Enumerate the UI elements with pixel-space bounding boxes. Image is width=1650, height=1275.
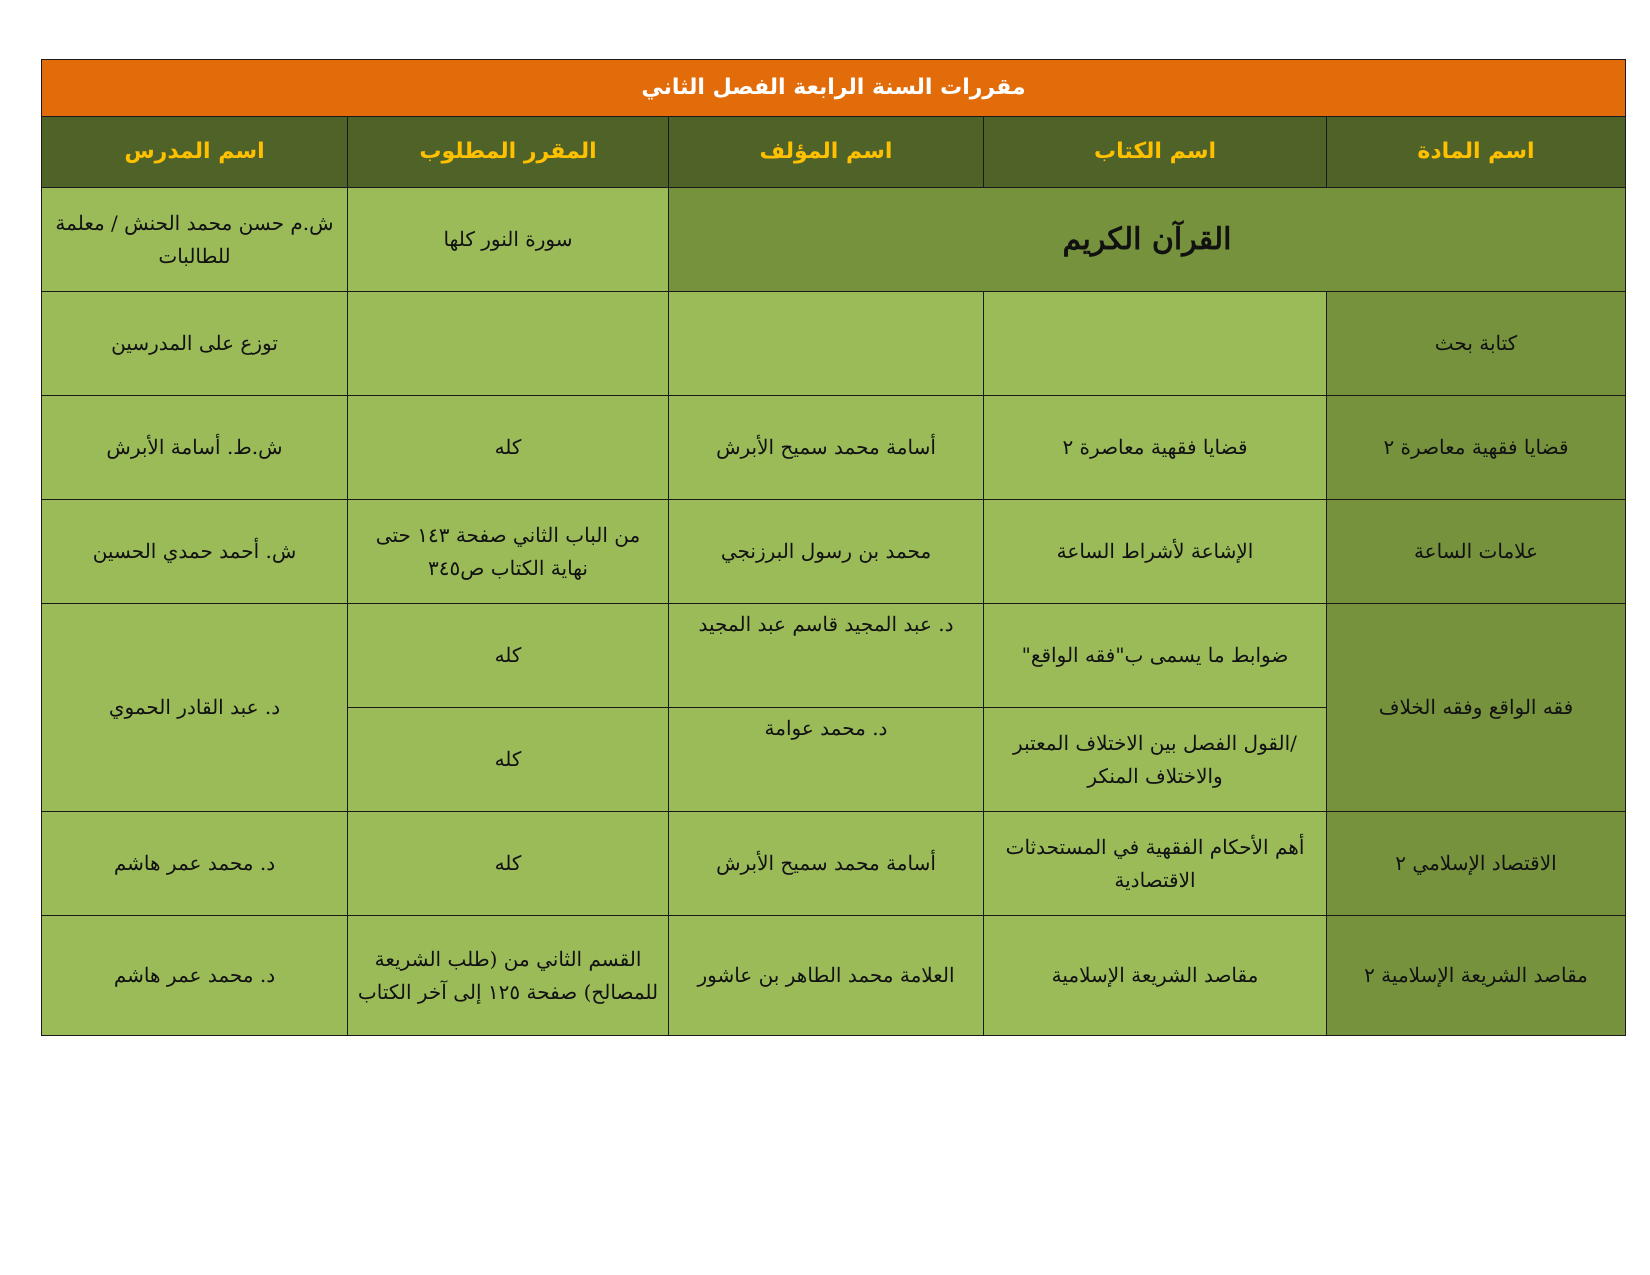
book-cell: ضوابط ما يسمى ب"فقه الواقع" bbox=[984, 604, 1327, 708]
header-teacher: اسم المدرس bbox=[42, 117, 348, 188]
courses-table bbox=[41, 59, 1626, 1036]
author-cell: محمد بن رسول البرزنجي bbox=[669, 500, 984, 604]
title-row bbox=[42, 60, 1626, 117]
book-cell: الإشاعة لأشراط الساعة bbox=[984, 500, 1327, 604]
teacher-cell: د. محمد عمر هاشم bbox=[42, 812, 348, 916]
table-row bbox=[42, 812, 1626, 916]
author-cell: أسامة محمد سميح الأبرش bbox=[669, 812, 984, 916]
table-title: مقررات السنة الرابعة الفصل الثاني bbox=[42, 60, 1626, 117]
teacher-cell: ش.م حسن محمد الحنش / معلمة للطالبات bbox=[42, 188, 348, 292]
subject-cell: الاقتصاد الإسلامي ٢ bbox=[1327, 812, 1626, 916]
header-required: المقرر المطلوب bbox=[348, 117, 669, 188]
subject-cell: قضايا فقهية معاصرة ٢ bbox=[1327, 396, 1626, 500]
table-row bbox=[42, 188, 1626, 292]
required-cell bbox=[348, 292, 669, 396]
table-row bbox=[42, 604, 1626, 708]
header-subject: اسم المادة bbox=[1327, 117, 1626, 188]
header-author: اسم المؤلف bbox=[669, 117, 984, 188]
required-cell: من الباب الثاني صفحة ١٤٣ حتى نهاية الكتاب ص٣٤٥ bbox=[348, 500, 669, 604]
book-cell: مقاصد الشريعة الإسلامية bbox=[984, 916, 1327, 1036]
teacher-cell: ش. أحمد حمدي الحسين bbox=[42, 500, 348, 604]
table-row bbox=[42, 916, 1626, 1036]
subject-cell: مقاصد الشريعة الإسلامية ٢ bbox=[1327, 916, 1626, 1036]
quran-cell: القرآن الكريم bbox=[669, 188, 1626, 292]
author-cell: أسامة محمد سميح الأبرش bbox=[669, 396, 984, 500]
required-cell: كله bbox=[348, 604, 669, 708]
author-cell: العلامة محمد الطاهر بن عاشور bbox=[669, 916, 984, 1036]
required-cell: سورة النور كلها bbox=[348, 188, 669, 292]
author-cell: د. محمد عوامة bbox=[669, 708, 984, 812]
author-cell: د. عبد المجيد قاسم عبد المجيد bbox=[669, 604, 984, 708]
subject-cell: فقه الواقع وفقه الخلاف bbox=[1327, 604, 1626, 812]
required-cell: كله bbox=[348, 396, 669, 500]
required-cell: كله bbox=[348, 708, 669, 812]
teacher-cell: د. عبد القادر الحموي bbox=[42, 604, 348, 812]
author-cell bbox=[669, 292, 984, 396]
teacher-cell: ش.ط. أسامة الأبرش bbox=[42, 396, 348, 500]
courses-sheet bbox=[41, 59, 1625, 1036]
table-row bbox=[42, 500, 1626, 604]
teacher-cell: توزع على المدرسين bbox=[42, 292, 348, 396]
teacher-cell: د. محمد عمر هاشم bbox=[42, 916, 348, 1036]
book-cell: أهم الأحكام الفقهية في المستحدثات الاقتصادية bbox=[984, 812, 1327, 916]
table-row bbox=[42, 396, 1626, 500]
book-cell: قضايا فقهية معاصرة ٢ bbox=[984, 396, 1327, 500]
header-row bbox=[42, 117, 1626, 188]
header-book: اسم الكتاب bbox=[984, 117, 1327, 188]
book-cell: /القول الفصل بين الاختلاف المعتبر والاختلاف المنكر bbox=[984, 708, 1327, 812]
subject-cell: كتابة بحث bbox=[1327, 292, 1626, 396]
subject-cell: علامات الساعة bbox=[1327, 500, 1626, 604]
required-cell: كله bbox=[348, 812, 669, 916]
table-row bbox=[42, 292, 1626, 396]
book-cell bbox=[984, 292, 1327, 396]
required-cell: القسم الثاني من (طلب الشريعة للمصالح) صفحة ١٢٥ إلى آخر الكتاب bbox=[348, 916, 669, 1036]
